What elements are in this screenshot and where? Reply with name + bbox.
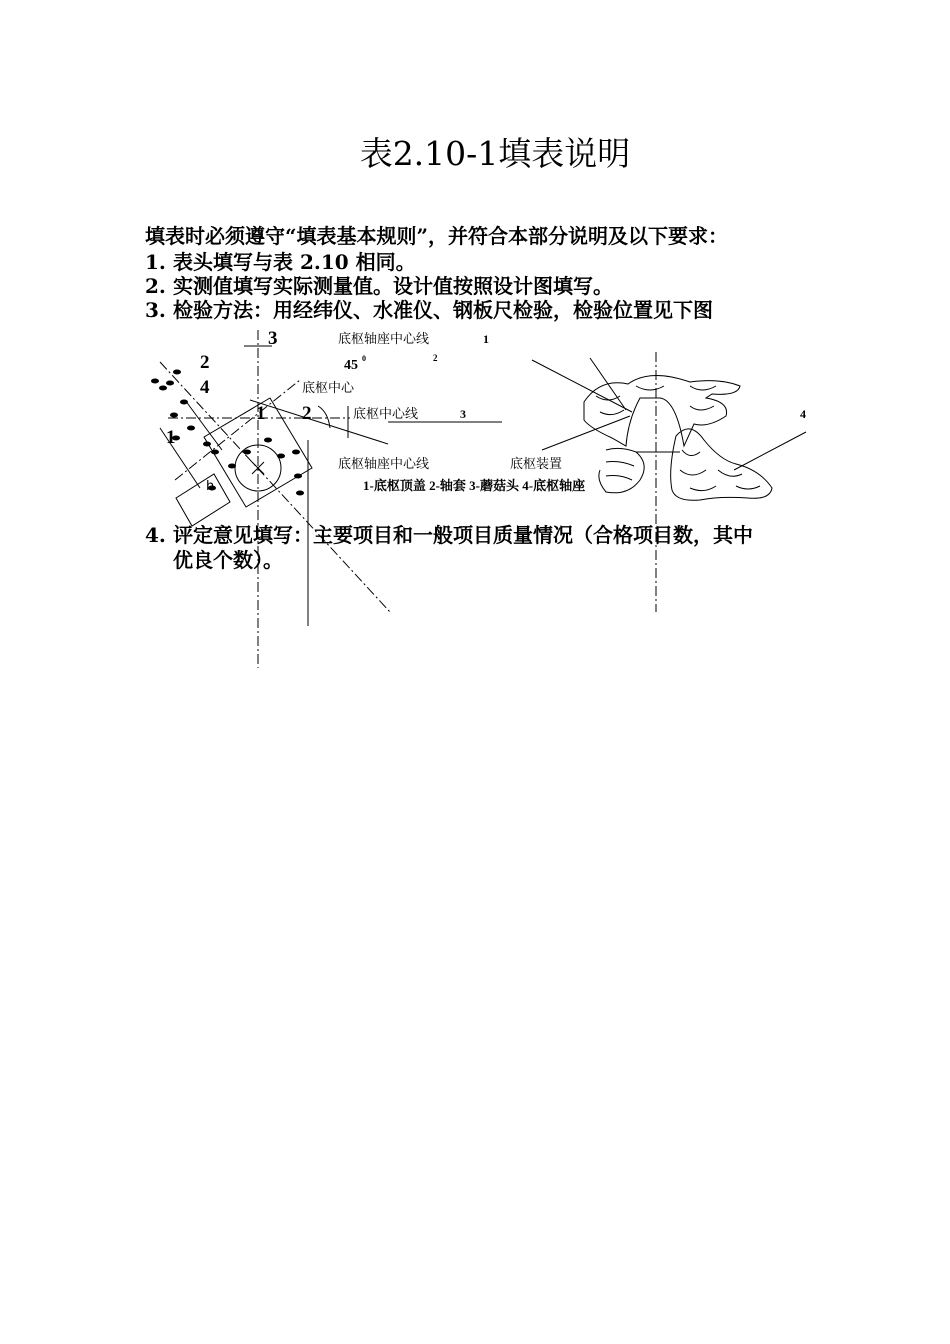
item-number: 4.: [145, 523, 166, 547]
list-item-continuation: 优良个数）。: [173, 548, 283, 572]
top-cover-part: [584, 375, 740, 446]
mushroom-head-part: [599, 448, 644, 492]
hatch-marks: [606, 462, 634, 481]
label-num-2b: 2: [302, 403, 312, 424]
intro-paragraph: 填表时必须遵守“填表基本规则”，并符合本部分说明及以下要求：: [145, 224, 729, 248]
base-seat-part: [671, 429, 772, 500]
item-number: 1.: [145, 250, 166, 274]
label-center-line: 底枢中心线: [353, 407, 419, 422]
item-number: 3.: [145, 298, 166, 322]
label-num-1b: 1: [166, 427, 176, 448]
label-part-3: 3: [460, 407, 466, 421]
item-text: 评定意见填写：主要项目和一般项目质量情况（合格项目数，其中: [173, 523, 753, 547]
label-axis-bottom: 底枢轴座中心线: [338, 457, 430, 472]
item-text: 表头填写与表 2.10 相同。: [173, 250, 416, 274]
label-num-4: 4: [200, 377, 210, 398]
leader-line-4: [734, 432, 806, 470]
item-text: 实测值填写实际测量值。设计值按照设计图填写。: [173, 274, 613, 298]
item-number: 2.: [145, 274, 166, 298]
label-part-2: 2: [433, 353, 438, 363]
label-degree: 0: [362, 354, 366, 363]
list-item: [145, 523, 753, 547]
page-title: 表2.10-1填表说明: [359, 134, 631, 173]
label-device: 底枢装置: [510, 457, 563, 472]
base-plate-tab: [176, 474, 230, 526]
label-num-3: 3: [268, 328, 278, 349]
leader-line-1: [532, 360, 632, 412]
label-h: h: [206, 479, 215, 494]
leader-line-3: [542, 416, 630, 450]
figure-caption: 1-底枢顶盖 2-轴套 3-蘑菇头 4-底枢轴座: [363, 478, 586, 493]
label-num-2: 2: [200, 352, 210, 373]
label-axis-top: 底枢轴座中心线: [338, 332, 430, 347]
leader-line: [185, 400, 222, 450]
label-part-1: 1: [483, 332, 489, 346]
label-45: 45: [344, 358, 358, 373]
item-text: 检验方法：用经纬仪、水准仪、钢板尺检验，检验位置见下图: [173, 298, 713, 322]
label-num-1: 1: [256, 403, 266, 424]
label-part-4: 4: [800, 407, 806, 421]
label-center: 底枢中心: [302, 381, 355, 396]
